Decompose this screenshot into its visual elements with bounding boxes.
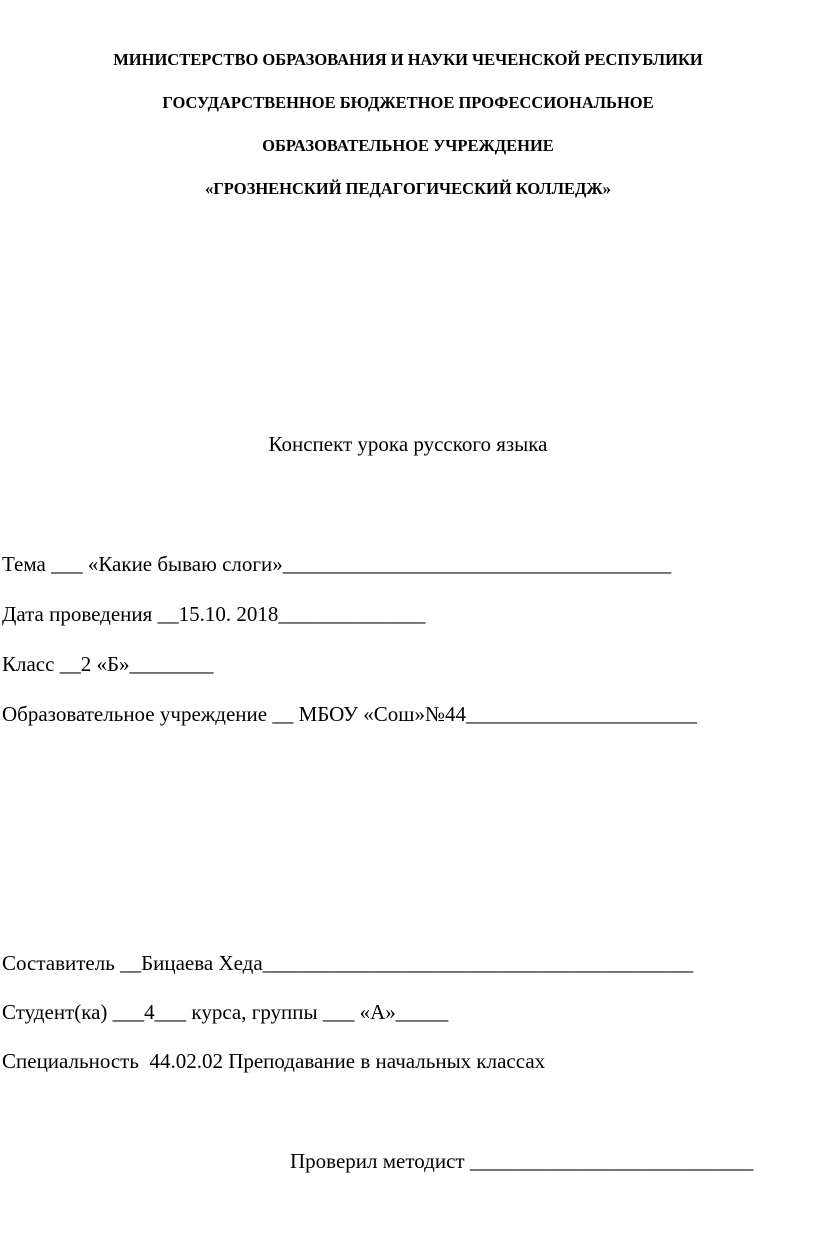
header-ministry: МИНИСТЕРСТВО ОБРАЗОВАНИЯ И НАУКИ ЧЕЧЕНСКОЙ РЕСПУБЛИКИ (113, 50, 703, 69)
lesson-class: Класс __2 «Б»________ (2, 652, 214, 676)
lesson-topic: Тема ___ «Какие бываю слоги»_____________________________________ (2, 552, 672, 576)
compiler-name: Составитель __Бицаева Хеда_________________________________________ (2, 951, 694, 975)
student-specialty: Специальность 44.02.02 Преподавание в начальных классах (2, 1049, 546, 1073)
student-course-group: Студент(ка) ___4___ курса, группы ___ «А»_____ (2, 1000, 449, 1024)
header-institution-kind: ОБРАЗОВАТЕЛЬНОЕ УЧРЕЖДЕНИЕ (262, 136, 554, 155)
lesson-institution: Образовательное учреждение __ МБОУ «Сош»№44______________________ (2, 702, 697, 726)
lesson-date: Дата проведения __15.10. 2018______________ (2, 602, 426, 626)
methodist-signature-line: Проверил методист ___________________________ (290, 1149, 754, 1173)
header-college-name: «ГРОЗНЕНСКИЙ ПЕДАГОГИЧЕСКИЙ КОЛЛЕДЖ» (205, 179, 611, 198)
document-title: Конспект урока русского языка (268, 432, 548, 456)
header-institution-type: ГОСУДАРСТВЕННОЕ БЮДЖЕТНОЕ ПРОФЕССИОНАЛЬНОЕ (162, 93, 654, 112)
